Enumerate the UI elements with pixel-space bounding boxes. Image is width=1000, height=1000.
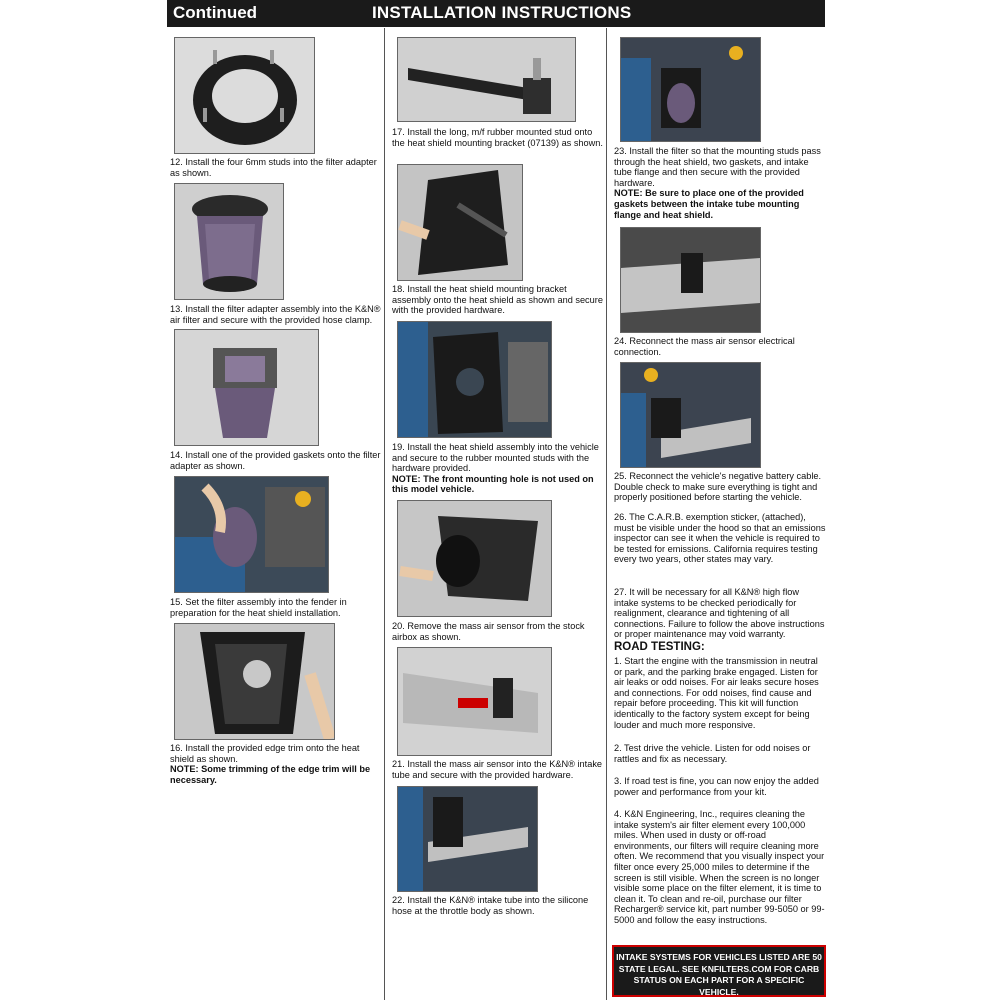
step-18: 18. Install the heat shield mounting bracket assembly onto the heat shield as shown and secure with the provided hardware. bbox=[392, 284, 603, 316]
road-step-3: 3. If road test is fine, you can now enjoy the added power and performance from your kit. bbox=[614, 776, 819, 797]
photo-shield-in-vehicle bbox=[397, 321, 552, 438]
step-19-text: 19. Install the heat shield assembly into the vehicle and secure to the rubber mounted studs with the hardware provided. bbox=[392, 442, 599, 474]
step-23 bbox=[614, 146, 826, 220]
step-19-note: NOTE: The front mounting hole is not used on this model vehicle. bbox=[392, 473, 594, 495]
step-21: 21. Install the mass air sensor into the K&N® intake tube and secure with the provided hardware. bbox=[392, 759, 603, 780]
step-14: 14. Install one of the provided gaskets onto the filter adapter as shown. bbox=[170, 450, 381, 471]
page-title: INSTALLATION INSTRUCTIONS bbox=[372, 3, 632, 22]
photo-maf-connection bbox=[620, 227, 761, 333]
step-20: 20. Remove the mass air sensor from the stock airbox as shown. bbox=[392, 621, 585, 642]
photo-bracket-on-shield bbox=[397, 164, 523, 281]
step-23-text: 23. Install the filter so that the mounting studs pass through the heat shield, two gaskets, and intake tube flange and then secure with the provided hardware. bbox=[614, 146, 821, 188]
step-23-note: NOTE: Be sure to place one of the provided gaskets between the intake tube mounting flange and heat shield. bbox=[614, 188, 804, 220]
step-16-text: 16. Install the provided edge trim onto the heat shield as shown. bbox=[170, 743, 360, 764]
photo-filter-adapter-assembly bbox=[174, 183, 284, 300]
step-27: 27. It will be necessary for all K&N® high flow intake systems to be checked periodically for realignment, clearance and tightening of all connections. Failure to follow the above instructions or proper maintenance may void warranty. bbox=[614, 587, 825, 640]
step-24: 24. Reconnect the mass air sensor electrical connection. bbox=[614, 336, 795, 357]
photo-intake-tube-throttle bbox=[397, 786, 538, 892]
step-12: 12. Install the four 6mm studs into the filter adapter as shown. bbox=[170, 157, 377, 178]
step-15: 15. Set the filter assembly into the fender in preparation for the heat shield installation. bbox=[170, 597, 347, 618]
road-step-1: 1. Start the engine with the transmission in neutral or park, and the parking brake engaged. Listen for air leaks or odd noises. For air leaks secure hoses and connections. For odd noises, find cause and repair before proceeding. This kit will function identically to the factory system except for being louder and much more responsive. bbox=[614, 656, 819, 730]
column-divider bbox=[606, 28, 607, 1000]
photo-filter-in-fender bbox=[174, 476, 329, 593]
photo-engine-bay-complete bbox=[620, 362, 761, 468]
carb-legal-badge: INTAKE SYSTEMS FOR VEHICLES LISTED ARE 50 STATE LEGAL. SEE KNFILTERS.COM FOR CARB STATUS ON EACH PART FOR A SPECIFIC VEHICLE. bbox=[612, 945, 826, 997]
photo-stock-airbox bbox=[397, 500, 552, 617]
continued-label: Continued bbox=[173, 3, 258, 22]
photo-gasket-adapter bbox=[174, 329, 319, 446]
photo-adapter-studs bbox=[174, 37, 315, 154]
road-testing-heading: ROAD TESTING: bbox=[614, 641, 705, 653]
photo-filter-mounted bbox=[620, 37, 761, 142]
step-13: 13. Install the filter adapter assembly into the K&N® air filter and secure with the provided hose clamp. bbox=[170, 304, 381, 325]
column-divider bbox=[384, 28, 385, 1000]
photo-edge-trim bbox=[174, 623, 335, 740]
photo-sensor-in-tube bbox=[397, 647, 552, 756]
header-bar bbox=[167, 0, 825, 27]
step-16-note: NOTE: Some trimming of the edge trim will be necessary. bbox=[170, 764, 371, 785]
step-17: 17. Install the long, m/f rubber mounted stud onto the heat shield mounting bracket (07139) as shown. bbox=[392, 127, 603, 148]
step-25: 25. Reconnect the vehicle's negative battery cable. Double check to make sure everything is tight and properly positioned before starting the vehicle. bbox=[614, 471, 822, 503]
step-26: 26. The C.A.R.B. exemption sticker, (attached), must be visible under the hood so that an emissions inspector can see it when the vehicle is required to be tested for emissions. California requires testing every two years, other states may vary. bbox=[614, 512, 826, 565]
photo-rubber-stud-bracket bbox=[397, 37, 576, 122]
step-22: 22. Install the K&N® intake tube into the silicone hose at the throttle body as shown. bbox=[392, 895, 589, 916]
step-19 bbox=[392, 442, 604, 495]
road-step-4: 4. K&N Engineering, Inc., requires cleaning the intake system's air filter element every 100,000 miles. When used in dusty or off-road environments, our filters will require cleaning more often. We recommend that you visually inspect your filter once every 25,000 miles to determine if the screen is still visible. When the screen is no longer visible some place on the filter element, it is time to clean it. To clean and re-oil, purchase our filter Recharger® service kit, part number 99-5050 or 99-5000 and follow the easy instructions. bbox=[614, 809, 825, 925]
road-step-2: 2. Test drive the vehicle. Listen for odd noises or rattles and fix as necessary. bbox=[614, 743, 811, 764]
step-16 bbox=[170, 743, 382, 785]
